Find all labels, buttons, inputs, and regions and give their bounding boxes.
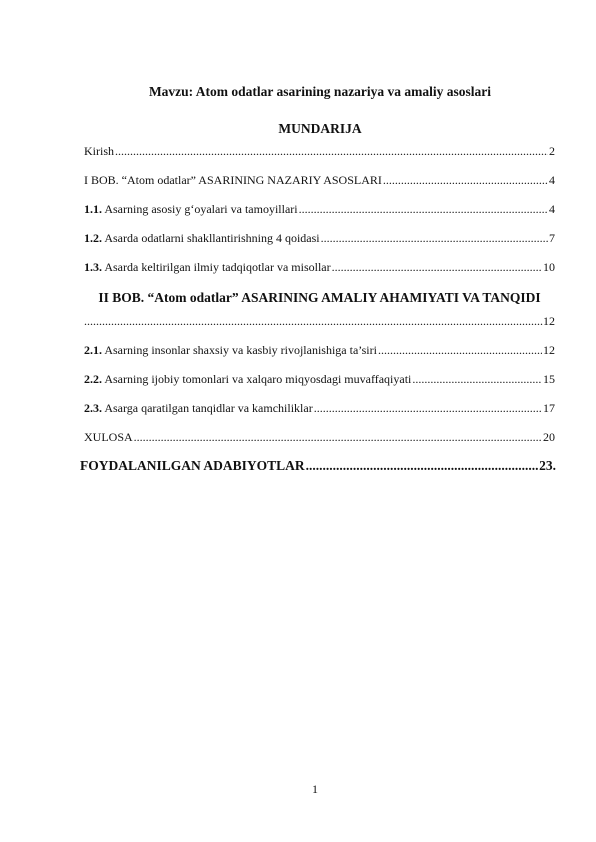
toc-leader	[383, 172, 548, 188]
toc-entry-1-1[interactable]	[84, 201, 555, 217]
toc-entry-xulosa[interactable]	[84, 429, 555, 445]
toc-entry-label: Asarning ijobiy tomonlari va xalqaro miqyosdagi muvaffaqiyati	[102, 372, 412, 386]
toc-entry-chapter-2[interactable]	[84, 313, 555, 329]
toc-page-number: 12	[543, 314, 555, 328]
toc-entry-kirish[interactable]	[84, 143, 555, 159]
toc-entry-1-3[interactable]	[84, 259, 555, 275]
toc-entry-label: Asarda keltirilgan ilmiy tadqiqotlar va misollar	[102, 260, 331, 274]
toc-entry-label: Asarning asosiy g‘oyalari va tamoyillari	[102, 202, 298, 216]
toc-leader	[84, 313, 543, 329]
toc-entry-number: 1.1.	[84, 202, 102, 216]
toc-leader	[314, 400, 542, 416]
toc-page-number: 23.	[539, 458, 556, 473]
toc-entry-label: Asarda odatlarni shakllantirishning 4 qoidasi	[102, 231, 320, 245]
toc-entry-label: I BOB. “Atom odatlar” ASARINING NAZARIY ASOSLARI	[84, 173, 382, 187]
toc-leader	[134, 429, 542, 445]
toc-page-number: 4	[549, 173, 555, 187]
toc-leader	[306, 458, 538, 474]
toc-entry-number: 1.2.	[84, 231, 102, 245]
toc-entry-number: 1.3.	[84, 260, 102, 274]
toc-entry-number: 2.3.	[84, 401, 102, 415]
toc-leader	[378, 342, 542, 358]
toc-leader	[115, 143, 548, 159]
toc-entry-2-1[interactable]	[84, 342, 555, 358]
toc-entry-2-3[interactable]	[84, 400, 555, 416]
toc-page-number: 7	[549, 231, 555, 245]
toc-entry-label: Asarning insonlar shaxsiy va kasbiy rivojlanishiga ta’siri	[102, 343, 377, 357]
toc-entry-label: FOYDALANILGAN ADABIYOTLAR	[80, 458, 305, 473]
toc-page-number: 20	[543, 430, 555, 444]
toc-page-number: 12	[543, 343, 555, 357]
toc-leader	[299, 201, 548, 217]
toc-page-number: 17	[543, 401, 555, 415]
toc-page-number: 10	[543, 260, 555, 274]
toc-entry-label: XULOSA	[84, 430, 133, 444]
contents-heading: MUNDARIJA	[278, 121, 362, 136]
toc-leader	[321, 230, 548, 246]
toc-entry-label: Kirish	[84, 144, 114, 158]
toc-entry-2-2[interactable]	[84, 371, 555, 387]
toc-page-number: 2	[549, 144, 555, 158]
toc-entry-number: 2.2.	[84, 372, 102, 386]
document-title: Mavzu: Atom odatlar asarining nazariya va amaliy asoslari	[148, 84, 492, 99]
toc-entry-references[interactable]	[80, 458, 556, 474]
toc-leader	[412, 371, 542, 387]
toc-entry-1-2[interactable]	[84, 230, 555, 246]
toc-entry-label: Asarga qaratilgan tanqidlar va kamchiliklar	[102, 401, 313, 415]
page-number: 1	[312, 782, 318, 796]
toc-entry-chapter-1[interactable]	[84, 172, 555, 188]
toc-page-number: 15	[543, 372, 555, 386]
toc-entry-chapter-2-label[interactable]: II BOB. “Atom odatlar” ASARINING AMALIY AHAMIYATI VA TANQIDI	[98, 290, 541, 305]
toc-page-number: 4	[549, 202, 555, 216]
toc-entry-number: 2.1.	[84, 343, 102, 357]
toc-leader	[332, 259, 542, 275]
